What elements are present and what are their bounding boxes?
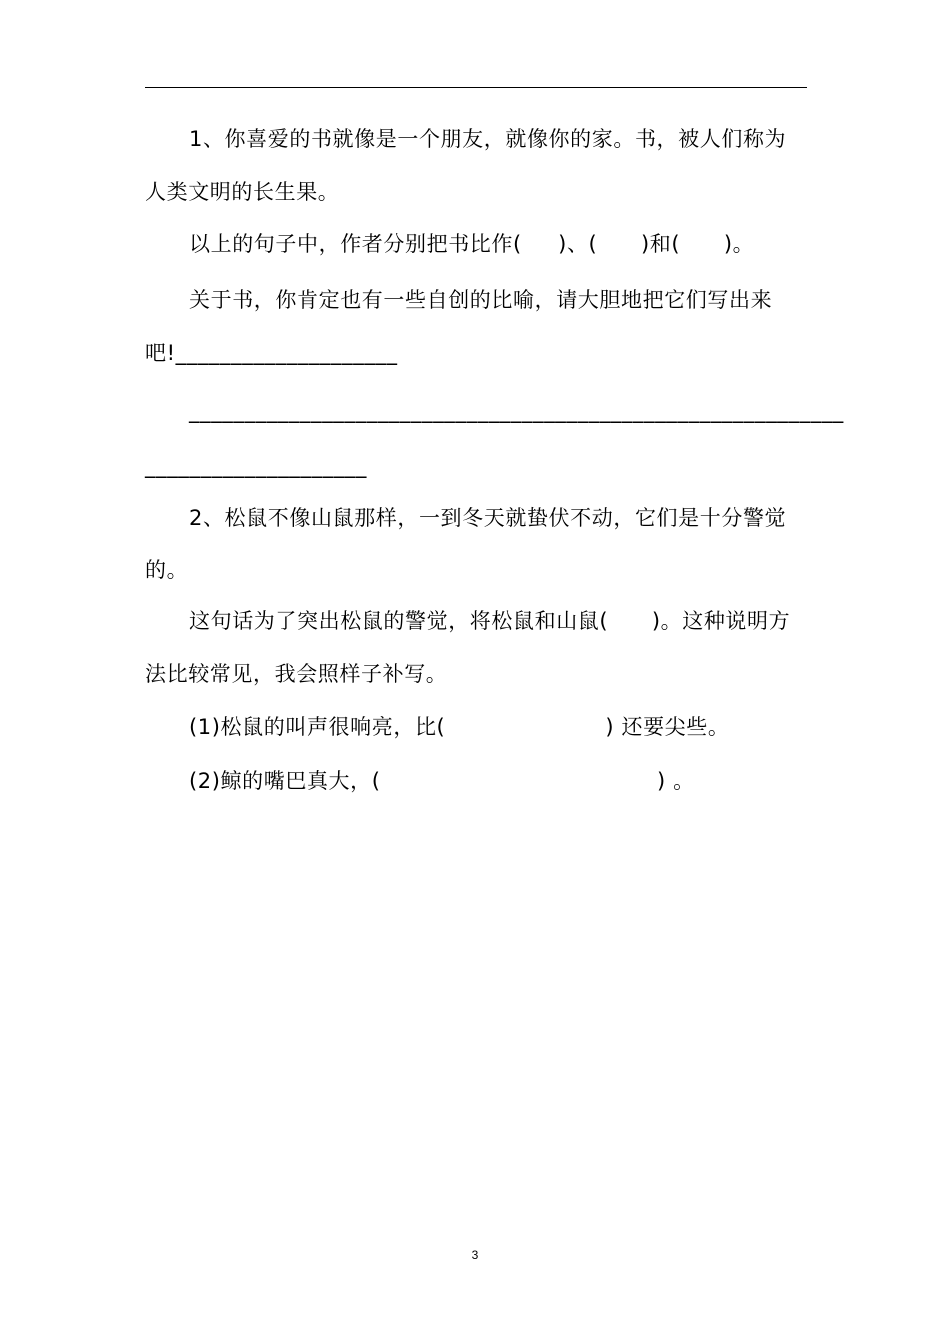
q2-line-2: 的。 [145, 558, 189, 582]
q2-line-4: 法比较常见，我会照样子补写。 [145, 662, 448, 686]
q1-answer-line-3: ____________________ [145, 454, 367, 478]
header-rule [145, 87, 807, 88]
q1-line-4: 关于书，你肯定也有一些自创的比喻，请大胆地把它们写出来 [189, 288, 773, 312]
q1-answer-line-2: ___________________________________________________________ [189, 399, 844, 423]
q2-item-2: (2)鲸的嘴巴真大，( ) 。 [189, 769, 695, 793]
q2-line-1: 2、松鼠不像山鼠那样，一到冬天就蛰伏不动，它们是十分警觉 [189, 506, 787, 530]
q1-answer-line-1: 吧!____________________ [145, 341, 398, 365]
q1-line-3: 以上的句子中，作者分别把书比作( )、( )和( )。 [189, 232, 755, 256]
page-number: 3 [471, 1248, 479, 1262]
q1-line-1: 1、你喜爱的书就像是一个朋友，就像你的家。书，被人们称为 [189, 127, 787, 151]
q2-line-3: 这句话为了突出松鼠的警觉，将松鼠和山鼠( )。这种说明方 [189, 609, 791, 633]
q2-item-1: (1)松鼠的叫声很响亮，比( ) 还要尖些。 [189, 715, 730, 739]
q1-line-2: 人类文明的长生果。 [145, 180, 340, 204]
